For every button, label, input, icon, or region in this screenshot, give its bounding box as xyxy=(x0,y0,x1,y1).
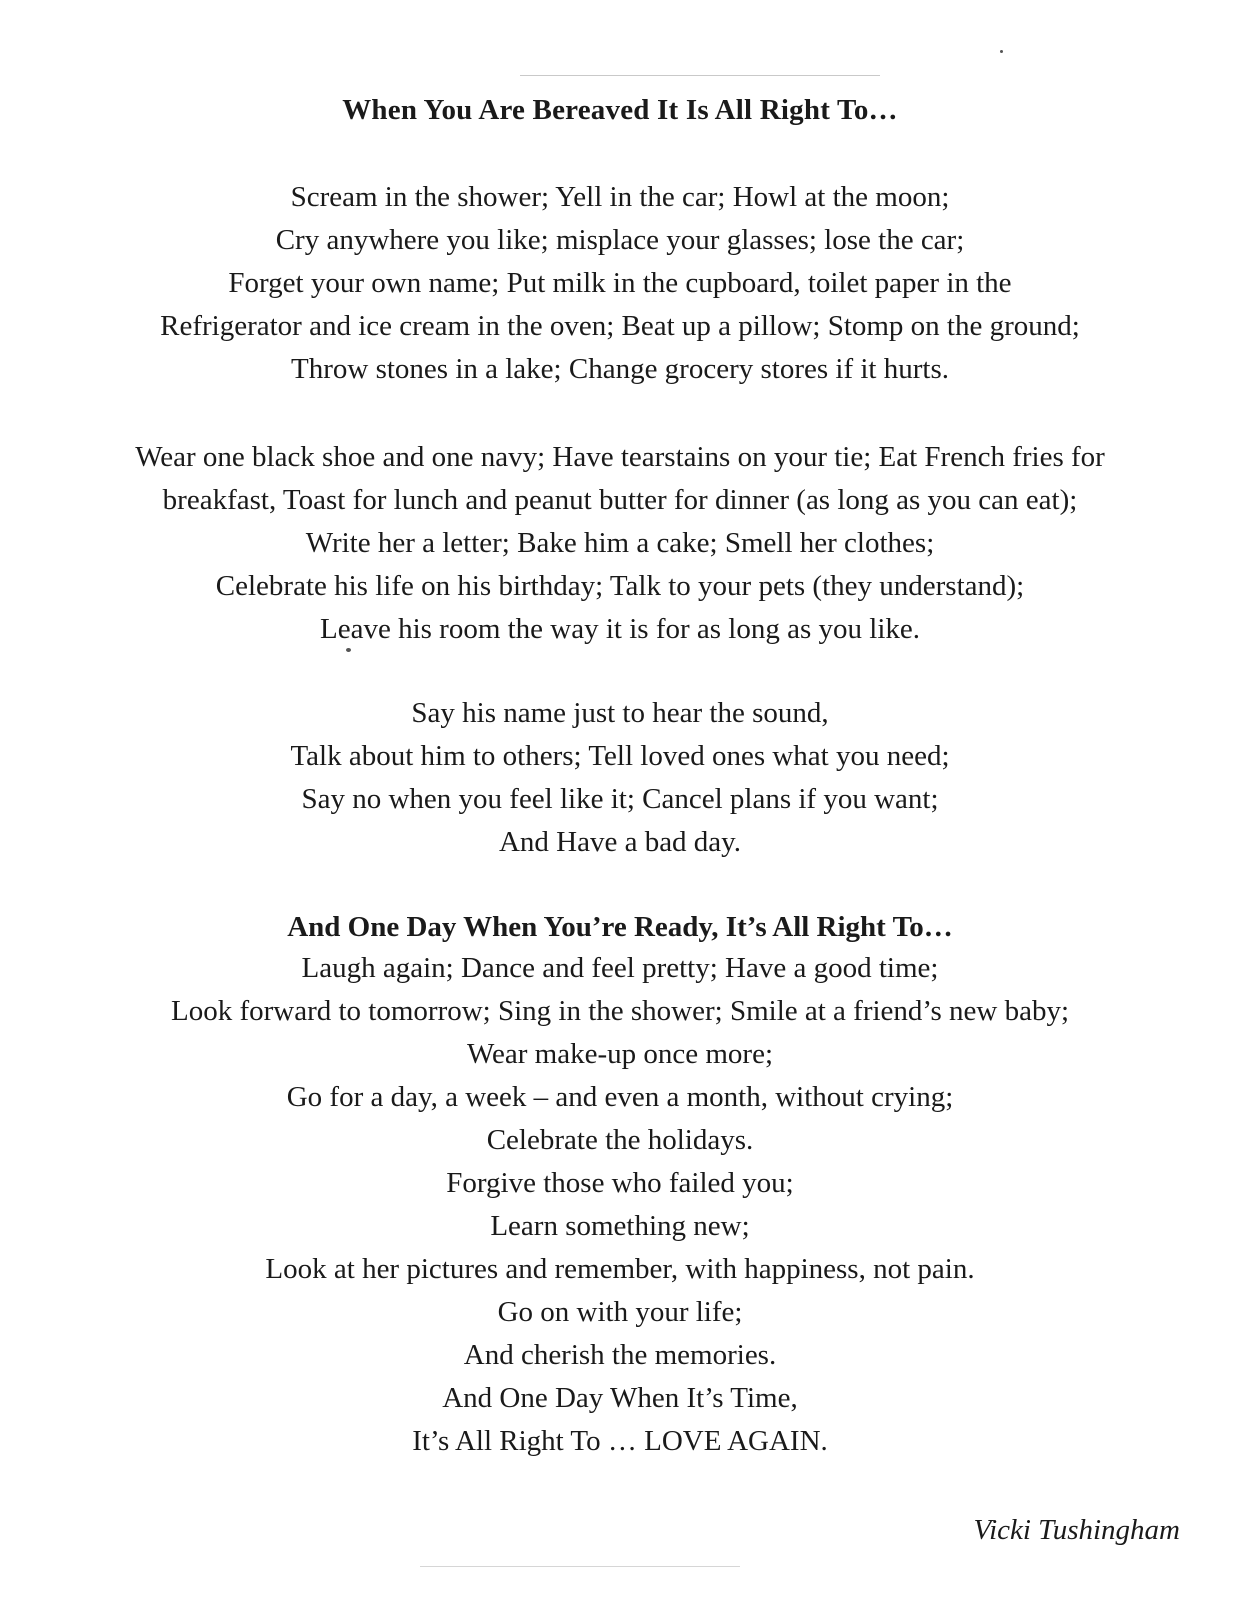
poem-line: Go on with your life; xyxy=(497,1296,743,1328)
author-signature: Vicki Tushingham xyxy=(973,1514,1180,1546)
poem-line: breakfast, Toast for lunch and peanut butter for dinner (as long as you can eat); xyxy=(162,484,1078,516)
poem-line: Talk about him to others; Tell loved ones what you need; xyxy=(290,740,950,772)
poem-line: Wear make-up once more; xyxy=(466,1038,774,1070)
poem-line: Forgive those who failed you; xyxy=(446,1167,794,1199)
poem-line: It’s All Right To … LOVE AGAIN. xyxy=(412,1425,828,1457)
scan-artifact-line xyxy=(420,1566,740,1567)
poem-line: Learn something new; xyxy=(490,1210,750,1242)
poem-line: Write her a letter; Bake him a cake; Smell her clothes; xyxy=(305,527,935,559)
stanza-1 xyxy=(0,176,1240,391)
stanza-3 xyxy=(0,692,1240,864)
poem-line: And cherish the memories. xyxy=(463,1339,777,1371)
section-subheading: And One Day When You’re Ready, It’s All Right To… xyxy=(287,911,953,943)
poem-line: Celebrate his life on his birthday; Talk to your pets (they understand); xyxy=(215,570,1025,602)
poem-title: When You Are Bereaved It Is All Right To… xyxy=(342,94,898,126)
poem-line: Look at her pictures and remember, with happiness, not pain. xyxy=(265,1253,975,1285)
stanza-2 xyxy=(0,436,1240,651)
poem-line: And Have a bad day. xyxy=(498,826,742,858)
poem-line: Say his name just to hear the sound, xyxy=(411,697,829,729)
poem-line: Look forward to tomorrow; Sing in the shower; Smile at a friend’s new baby; xyxy=(170,995,1070,1027)
poem-line: Leave his room the way it is for as long as you like. xyxy=(319,613,920,645)
poem-line: Say no when you feel like it; Cancel plans if you want; xyxy=(301,783,939,815)
poem-line: Throw stones in a lake; Change grocery stores if it hurts. xyxy=(291,353,949,385)
poem-line: Scream in the shower; Yell in the car; Howl at the moon; xyxy=(290,181,950,213)
poem-line: Laugh again; Dance and feel pretty; Have a good time; xyxy=(301,952,939,984)
poem-line: Celebrate the holidays. xyxy=(486,1124,754,1156)
scan-artifact-line xyxy=(520,75,880,76)
poem-line: Refrigerator and ice cream in the oven; Beat up a pillow; Stomp on the ground; xyxy=(160,310,1080,342)
poem-line: And One Day When It’s Time, xyxy=(442,1382,798,1414)
poem-line: Cry anywhere you like; misplace your glasses; lose the car; xyxy=(275,224,965,256)
poem-line: Go for a day, a week – and even a month, without crying; xyxy=(286,1081,954,1113)
stanza-4 xyxy=(0,947,1240,1463)
poem-line: Forget your own name; Put milk in the cupboard, toilet paper in the xyxy=(228,267,1012,299)
scan-speck xyxy=(1000,50,1003,53)
poem-line: Wear one black shoe and one navy; Have tearstains on your tie; Eat French fries for xyxy=(135,441,1105,473)
